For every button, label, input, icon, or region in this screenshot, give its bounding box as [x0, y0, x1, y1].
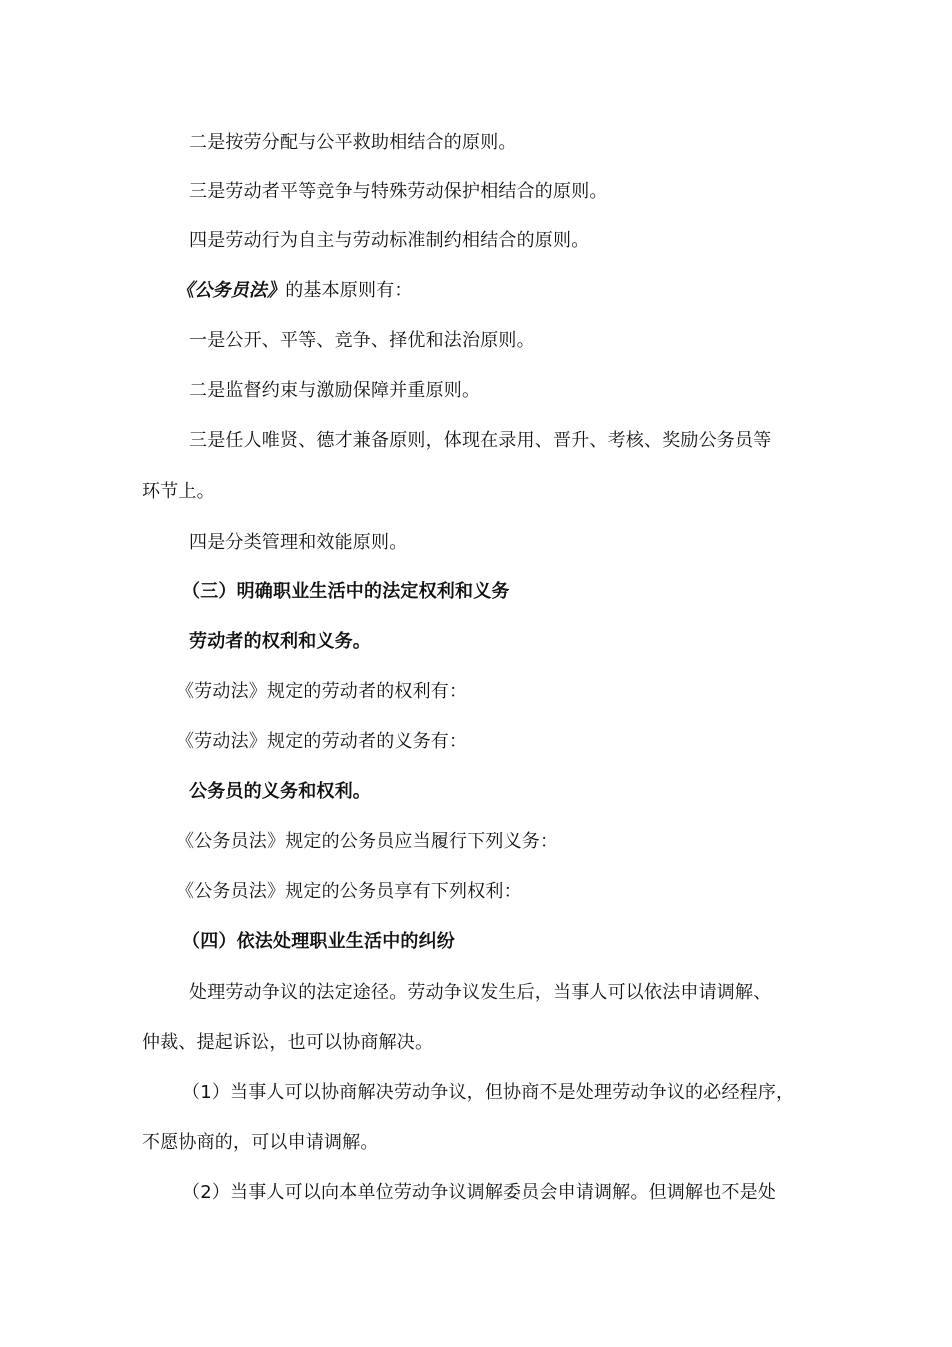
paragraph-line: 仲裁、提起诉讼，也可以协商解决。 — [142, 1032, 434, 1053]
paragraph-line: 处理劳动争议的法定途径。劳动争议发生后，当事人可以依法申请调解、 — [189, 982, 772, 1003]
paragraph-line: 《公务员法》规定的公务员应当履行下列义务： — [176, 831, 559, 852]
paragraph-line: 三是任人唯贤、德才兼备原则，体现在录用、晋升、考核、奖励公务员等 — [189, 430, 772, 451]
paragraph-line: 四是分类管理和效能原则。 — [189, 532, 408, 553]
section-heading: （四）依法处理职业生活中的纠纷 — [182, 931, 455, 952]
civil-servant-law-principles-line — [176, 279, 413, 303]
principles-intro: 的基本原则有： — [285, 280, 413, 301]
paragraph-line: 四是劳动行为自主与劳动标准制约相结合的原则。 — [189, 230, 590, 251]
paragraph-line: 三是劳动者平等竞争与特殊劳动保护相结合的原则。 — [189, 181, 608, 202]
subsection-heading: 公务员的义务和权利。 — [189, 781, 371, 802]
paragraph-line: （1）当事人可以协商解决劳动争议，但协商不是处理劳动争议的必经程序， — [182, 1082, 795, 1103]
paragraph-line: 二是按劳分配与公平救助相结合的原则。 — [189, 132, 517, 153]
section-heading: （三）明确职业生活中的法定权利和义务 — [182, 581, 510, 602]
paragraph-line: 不愿协商的，可以申请调解。 — [142, 1132, 379, 1153]
paragraph-line: （2）当事人可以向本单位劳动争议调解委员会申请调解。但调解也不是处 — [182, 1182, 777, 1203]
paragraph-line: 《劳动法》规定的劳动者的义务有： — [176, 731, 468, 752]
subsection-heading: 劳动者的权利和义务。 — [189, 631, 371, 652]
paragraph-line: 二是监督约束与激励保障并重原则。 — [189, 380, 481, 401]
paragraph-line: 《劳动法》规定的劳动者的权利有： — [176, 681, 468, 702]
paragraph-line: 环节上。 — [142, 481, 215, 502]
law-title: 《公务员法》 — [176, 280, 286, 301]
paragraph-line: 一是公开、平等、竞争、择优和法治原则。 — [189, 330, 535, 351]
paragraph-line: 《公务员法》规定的公务员享有下列权利： — [176, 881, 522, 902]
